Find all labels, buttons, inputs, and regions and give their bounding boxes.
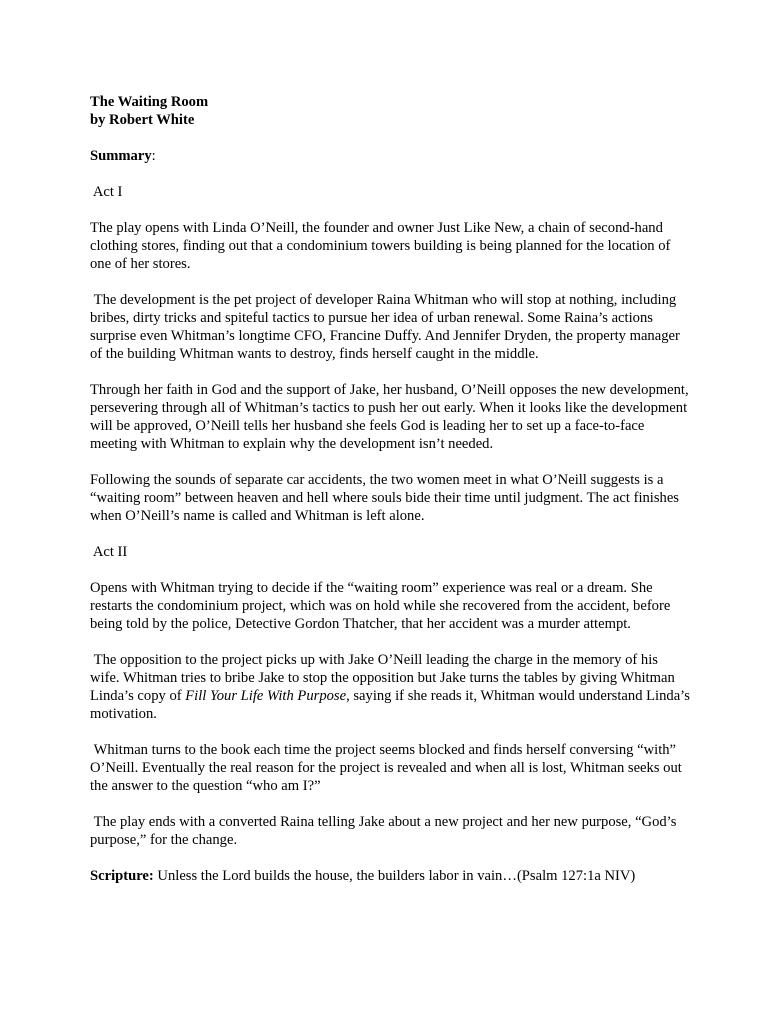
scripture-line (90, 867, 690, 885)
summary-colon: : (151, 148, 156, 164)
act2-paragraph-1: Opens with Whitman trying to decide if the “waiting room” experience was real or a dream. She restarts the condominium project, which was on hold while she recovered from the accident, before being told by the police, Detective Gordon Thatcher, that her accident was a murder attempt. (90, 580, 671, 632)
act2-paragraph-2 (90, 651, 694, 723)
act2-heading: Act II (90, 544, 128, 560)
act2-paragraph-2-text-before: The opposition to the project picks up with Jake O’Neill leading the charge in the memory of his wife. Whitman tries to bribe Jake to stop the opposition but Jake turns the tables by giving Whitman Linda’s copy of (90, 652, 679, 704)
document-title: The Waiting Room (90, 94, 209, 110)
scripture-label: Scripture: (90, 868, 154, 884)
act1-paragraph-1: The play opens with Linda O’Neill, the founder and owner Just Like New, a chain of second-hand clothing stores, finding out that a condominium towers building is being planned for the location of one of her stores. (90, 220, 671, 272)
act2-paragraph-2-text-after: , saying if she reads it, Whitman would understand Linda’s motivation. (90, 688, 694, 722)
act1-paragraph-2: The development is the pet project of developer Raina Whitman who will stop at nothing, including bribes, dirty tricks and spiteful tactics to pursue her idea of urban renewal. Some Raina’s actions surprise even Whitman’s longtime CFO, Francine Duffy. And Jennifer Dryden, the property manager of the building Whitman wants to destroy, finds herself caught in the middle. (90, 292, 684, 362)
act1-heading: Act I (90, 184, 123, 200)
act2-paragraph-4: The play ends with a converted Raina telling Jake about a new project and her new purpose, “God’s purpose,” for the change. (90, 814, 681, 848)
document-byline: by Robert White (90, 112, 195, 128)
act1-paragraph-3: Through her faith in God and the support of Jake, her husband, O’Neill opposes the new development, persevering through all of Whitman’s tactics to push her out early. When it looks like the development will be approved, O’Neill tells her husband she feels God is leading her to set up a face-to-face meeting with Whitman to explain why the development isn’t needed. (90, 382, 689, 452)
document-page (90, 93, 694, 885)
book-title: Fill Your Life With Purpose (185, 688, 347, 704)
act2-paragraph-3: Whitman turns to the book each time the project seems blocked and finds herself conversing “with” O’Neill. Eventually the real reason for the project is revealed and when all is lost, Whitman seeks out the answer to the question “who am I?” (90, 742, 686, 794)
summary-heading (90, 147, 690, 165)
scripture-text: Unless the Lord builds the house, the builders labor in vain…(Psalm 127:1a NIV) (153, 868, 636, 884)
summary-label: Summary (90, 148, 152, 164)
act1-paragraph-4: Following the sounds of separate car accidents, the two women meet in what O’Neill suggests is a “waiting room” between heaven and hell where souls bide their time until judgment. The act finishes when O’Neill’s name is called and Whitman is left alone. (90, 472, 679, 524)
